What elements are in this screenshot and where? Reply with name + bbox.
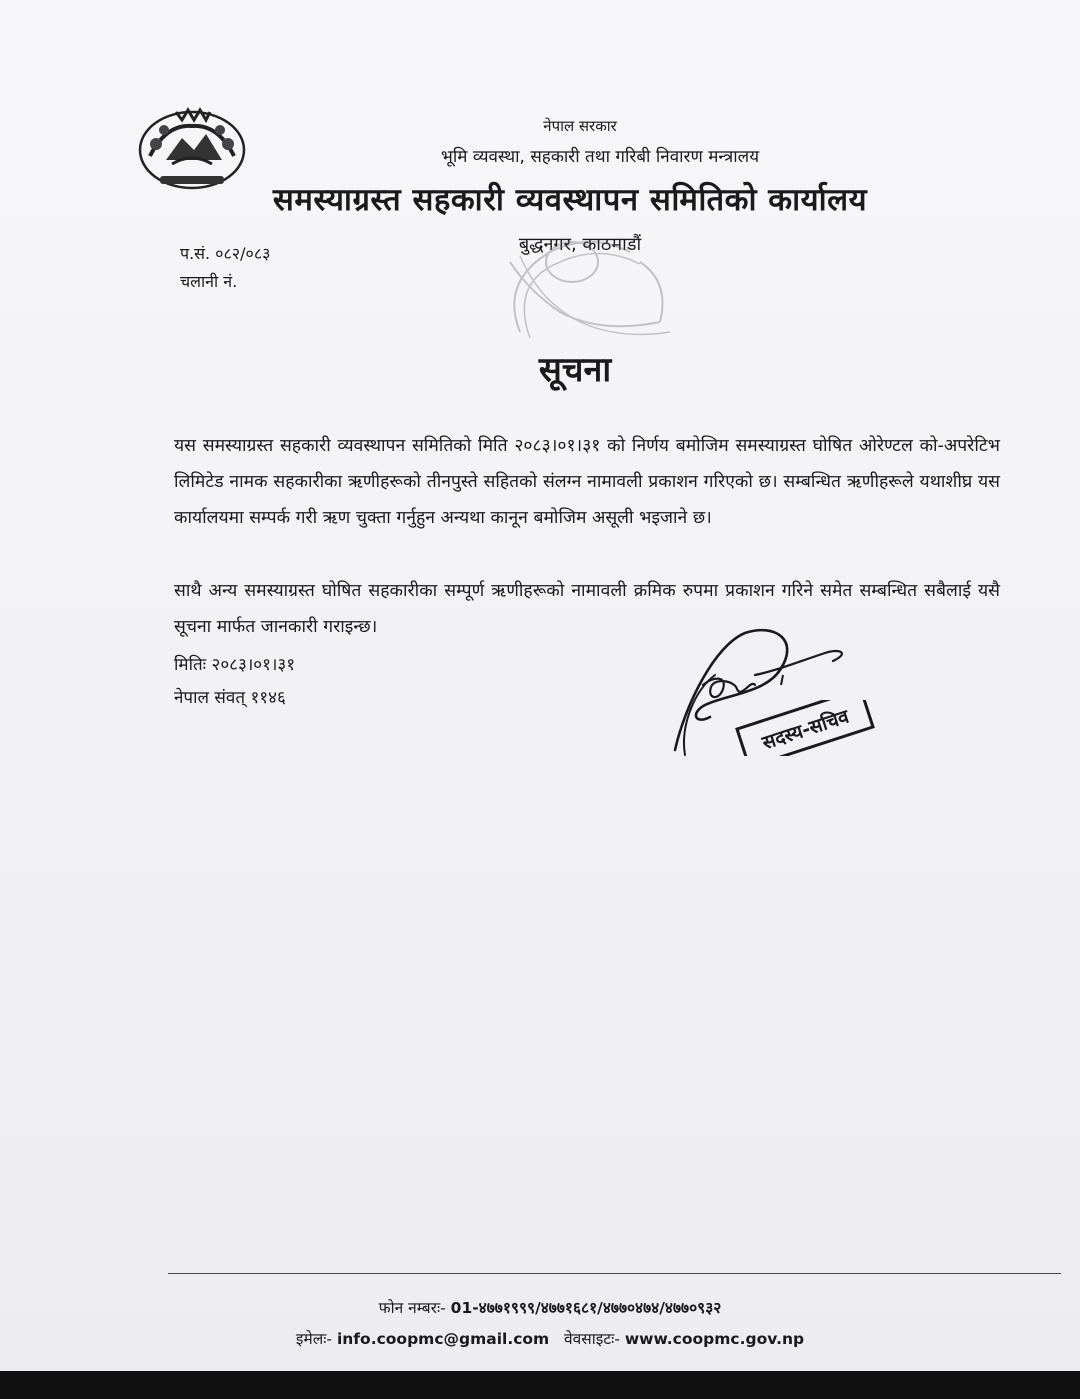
letter-number: प.सं. ०८२/०८३ [180,244,271,263]
phone-value: 01-४७७१९९९/४७७१६८१/४७७०४७४/४७७०९३२ [450,1299,722,1317]
office-seal [490,222,690,348]
email-value: info.coopmc@gmail.com [336,1330,550,1348]
svg-text:सदस्य-सचिव: सदस्य-सचिव [759,705,852,755]
ministry-name: भूमि व्यवस्था, सहकारी तथा गरिबी निवारण मन्त्रालय [440,147,760,167]
government-name: नेपाल सरकार [543,117,617,135]
website-value: www.coopmc.gov.np [624,1330,805,1348]
notice-title: सूचना [538,350,612,390]
footer-contact [10,1327,1080,1349]
notice-paragraph-1: यस समस्याग्रस्त सहकारी व्यवस्थापन समितिको मिति २०८३।०१।३१ को निर्णय बमोजिम समस्याग्रस्त घोषित ओरेण्टल को-अपरेटिभ लिमिटेड नामक सहकारीका ऋणीहरूको तीनपुस्ते सहितको संलग्न नामावली प्रकाशन गरिएको छ। सम्बन्धित ऋणीहरूले यथाशीघ्र यस कार्यालयमा सम्पर्क गरी ऋण चुक्ता गर्नुहुन अन्यथा कानून बमोजिम असूली भइजाने छ। [174,435,1000,528]
nepal-sambat-date: नेपाल संवत् ११४६ [174,688,286,708]
notice-paragraph-2: साथै अन्य समस्याग्रस्त घोषित सहकारीका सम्पूर्ण ऋणीहरूको नामावली क्रमिक रुपमा प्रकाशन गरिने समेत सम्बन्धित सबैलाई यसै सूचना मार्फत जानकारी गराइन्छ। [174,580,1000,637]
office-address: बुद्धनगर, काठमाडौं [518,234,642,255]
website-label: वेवसाइटः- [564,1330,620,1348]
notice-date: मितिः २०८३।०१।३१ [174,655,296,675]
office-name: समस्याग्रस्त सहकारी व्यवस्थापन समितिको कार्यालय [272,182,868,218]
footer-divider [168,1273,1061,1274]
phone-label: फोन नम्बरः- [378,1299,446,1317]
dispatch-number: चलानी नं. [180,272,238,291]
email-label: इमेलः- [295,1330,333,1348]
designation-stamp [732,700,878,756]
screen-bottom-bar [0,1371,1080,1399]
footer-phone [10,1296,1080,1318]
